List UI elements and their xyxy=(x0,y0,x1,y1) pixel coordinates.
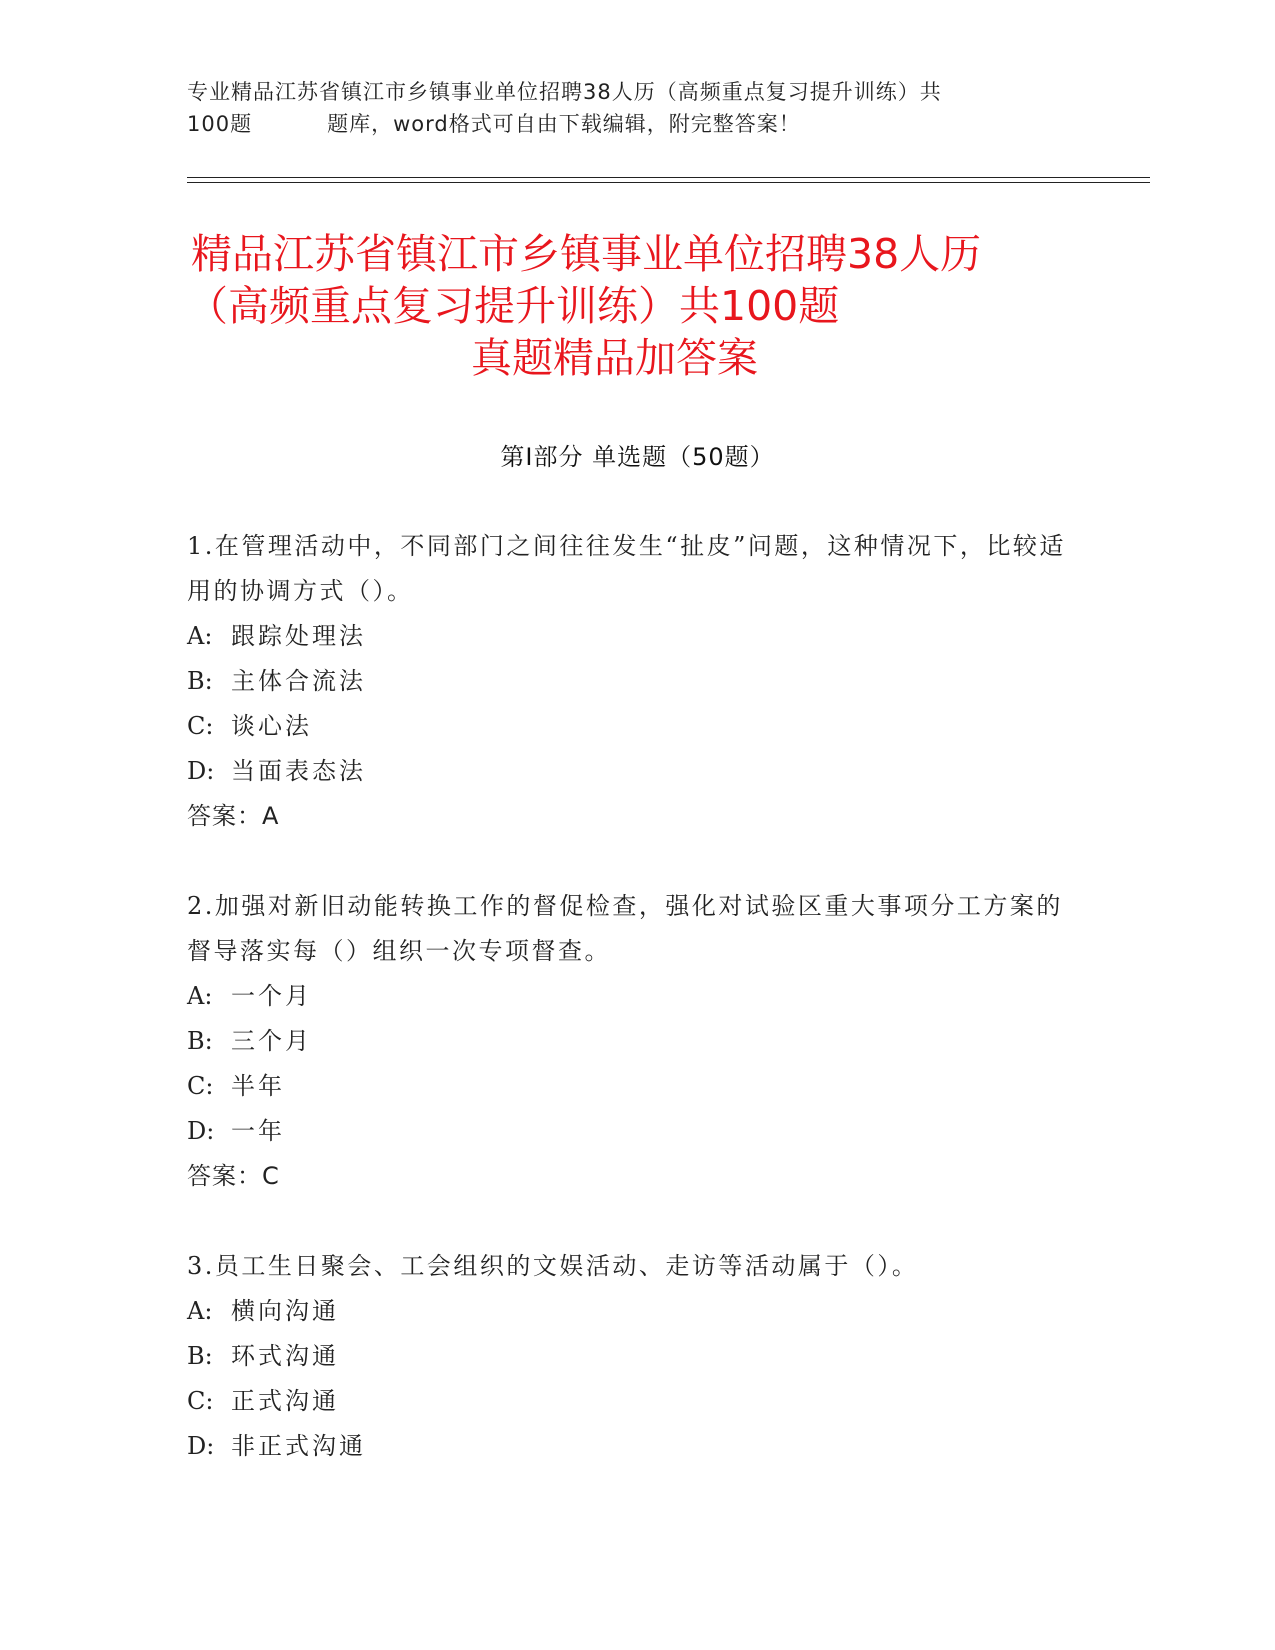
section-title: 第Ⅰ部分 单选题（50题） xyxy=(500,443,775,471)
option-b xyxy=(187,1019,1087,1064)
header-divider-top xyxy=(187,177,1150,178)
option-text: 半年 xyxy=(231,1072,285,1100)
option-label: A: xyxy=(187,982,213,1010)
question-list xyxy=(187,524,1087,1514)
question-3 xyxy=(187,1244,1087,1469)
question-2 xyxy=(187,884,1087,1199)
option-b xyxy=(187,1334,1087,1379)
option-label: B: xyxy=(187,1027,213,1055)
answer: 答案：C xyxy=(187,1162,280,1190)
header-divider-bottom xyxy=(187,182,1150,183)
title-line-2: （高频重点复习提升训练）共100题 xyxy=(187,282,840,330)
header-line-2-left: 100题 xyxy=(187,112,253,136)
question-1 xyxy=(187,524,1087,839)
option-a xyxy=(187,614,1087,659)
option-label: D: xyxy=(187,757,215,785)
option-c xyxy=(187,1379,1087,1424)
option-a xyxy=(187,974,1087,1019)
title-line-1: 精品江苏省镇江市乡镇事业单位招聘38人历 xyxy=(191,230,982,278)
option-label: C: xyxy=(187,1387,214,1415)
option-text: 正式沟通 xyxy=(231,1387,339,1415)
option-label: C: xyxy=(187,1072,214,1100)
option-text: 主体合流法 xyxy=(231,667,366,695)
page-header xyxy=(187,76,1087,140)
option-a xyxy=(187,1289,1087,1334)
option-d xyxy=(187,749,1087,794)
question-text: 3.员工生日聚会、工会组织的文娱活动、走访等活动属于（）。 xyxy=(187,1252,919,1280)
option-b xyxy=(187,659,1087,704)
option-label: D: xyxy=(187,1432,215,1460)
option-text: 跟踪处理法 xyxy=(231,622,366,650)
option-label: C: xyxy=(187,712,214,740)
option-text: 当面表态法 xyxy=(231,757,366,785)
option-label: A: xyxy=(187,1297,213,1325)
option-text: 横向沟通 xyxy=(231,1297,339,1325)
header-line-2 xyxy=(187,108,1087,140)
option-label: A: xyxy=(187,622,213,650)
option-text: 非正式沟通 xyxy=(231,1432,366,1460)
option-text: 环式沟通 xyxy=(231,1342,339,1370)
answer: 答案：A xyxy=(187,802,280,830)
option-label: D: xyxy=(187,1117,215,1145)
option-text: 三个月 xyxy=(231,1027,312,1055)
document-title xyxy=(187,228,1087,384)
question-text: 1.在管理活动中，不同部门之间往往发生“扯皮”问题，这种情况下，比较适用的协调方式（）。 xyxy=(187,532,1066,605)
option-c xyxy=(187,1064,1087,1109)
title-line-3: 真题精品加答案 xyxy=(471,334,758,382)
option-d xyxy=(187,1109,1087,1154)
option-text: 一年 xyxy=(231,1117,285,1145)
header-line-2-right: 题库，word格式可自由下载编辑，附完整答案！ xyxy=(327,112,801,136)
header-line-1: 专业精品江苏省镇江市乡镇事业单位招聘38人历（高频重点复习提升训练）共 xyxy=(187,80,942,104)
option-text: 一个月 xyxy=(231,982,312,1010)
option-label: B: xyxy=(187,1342,213,1370)
option-c xyxy=(187,704,1087,749)
option-d xyxy=(187,1424,1087,1469)
option-text: 谈心法 xyxy=(231,712,312,740)
option-label: B: xyxy=(187,667,213,695)
question-text: 2.加强对新旧动能转换工作的督促检查，强化对试验区重大事项分工方案的督导落实每（）组织一次专项督查。 xyxy=(187,892,1063,965)
